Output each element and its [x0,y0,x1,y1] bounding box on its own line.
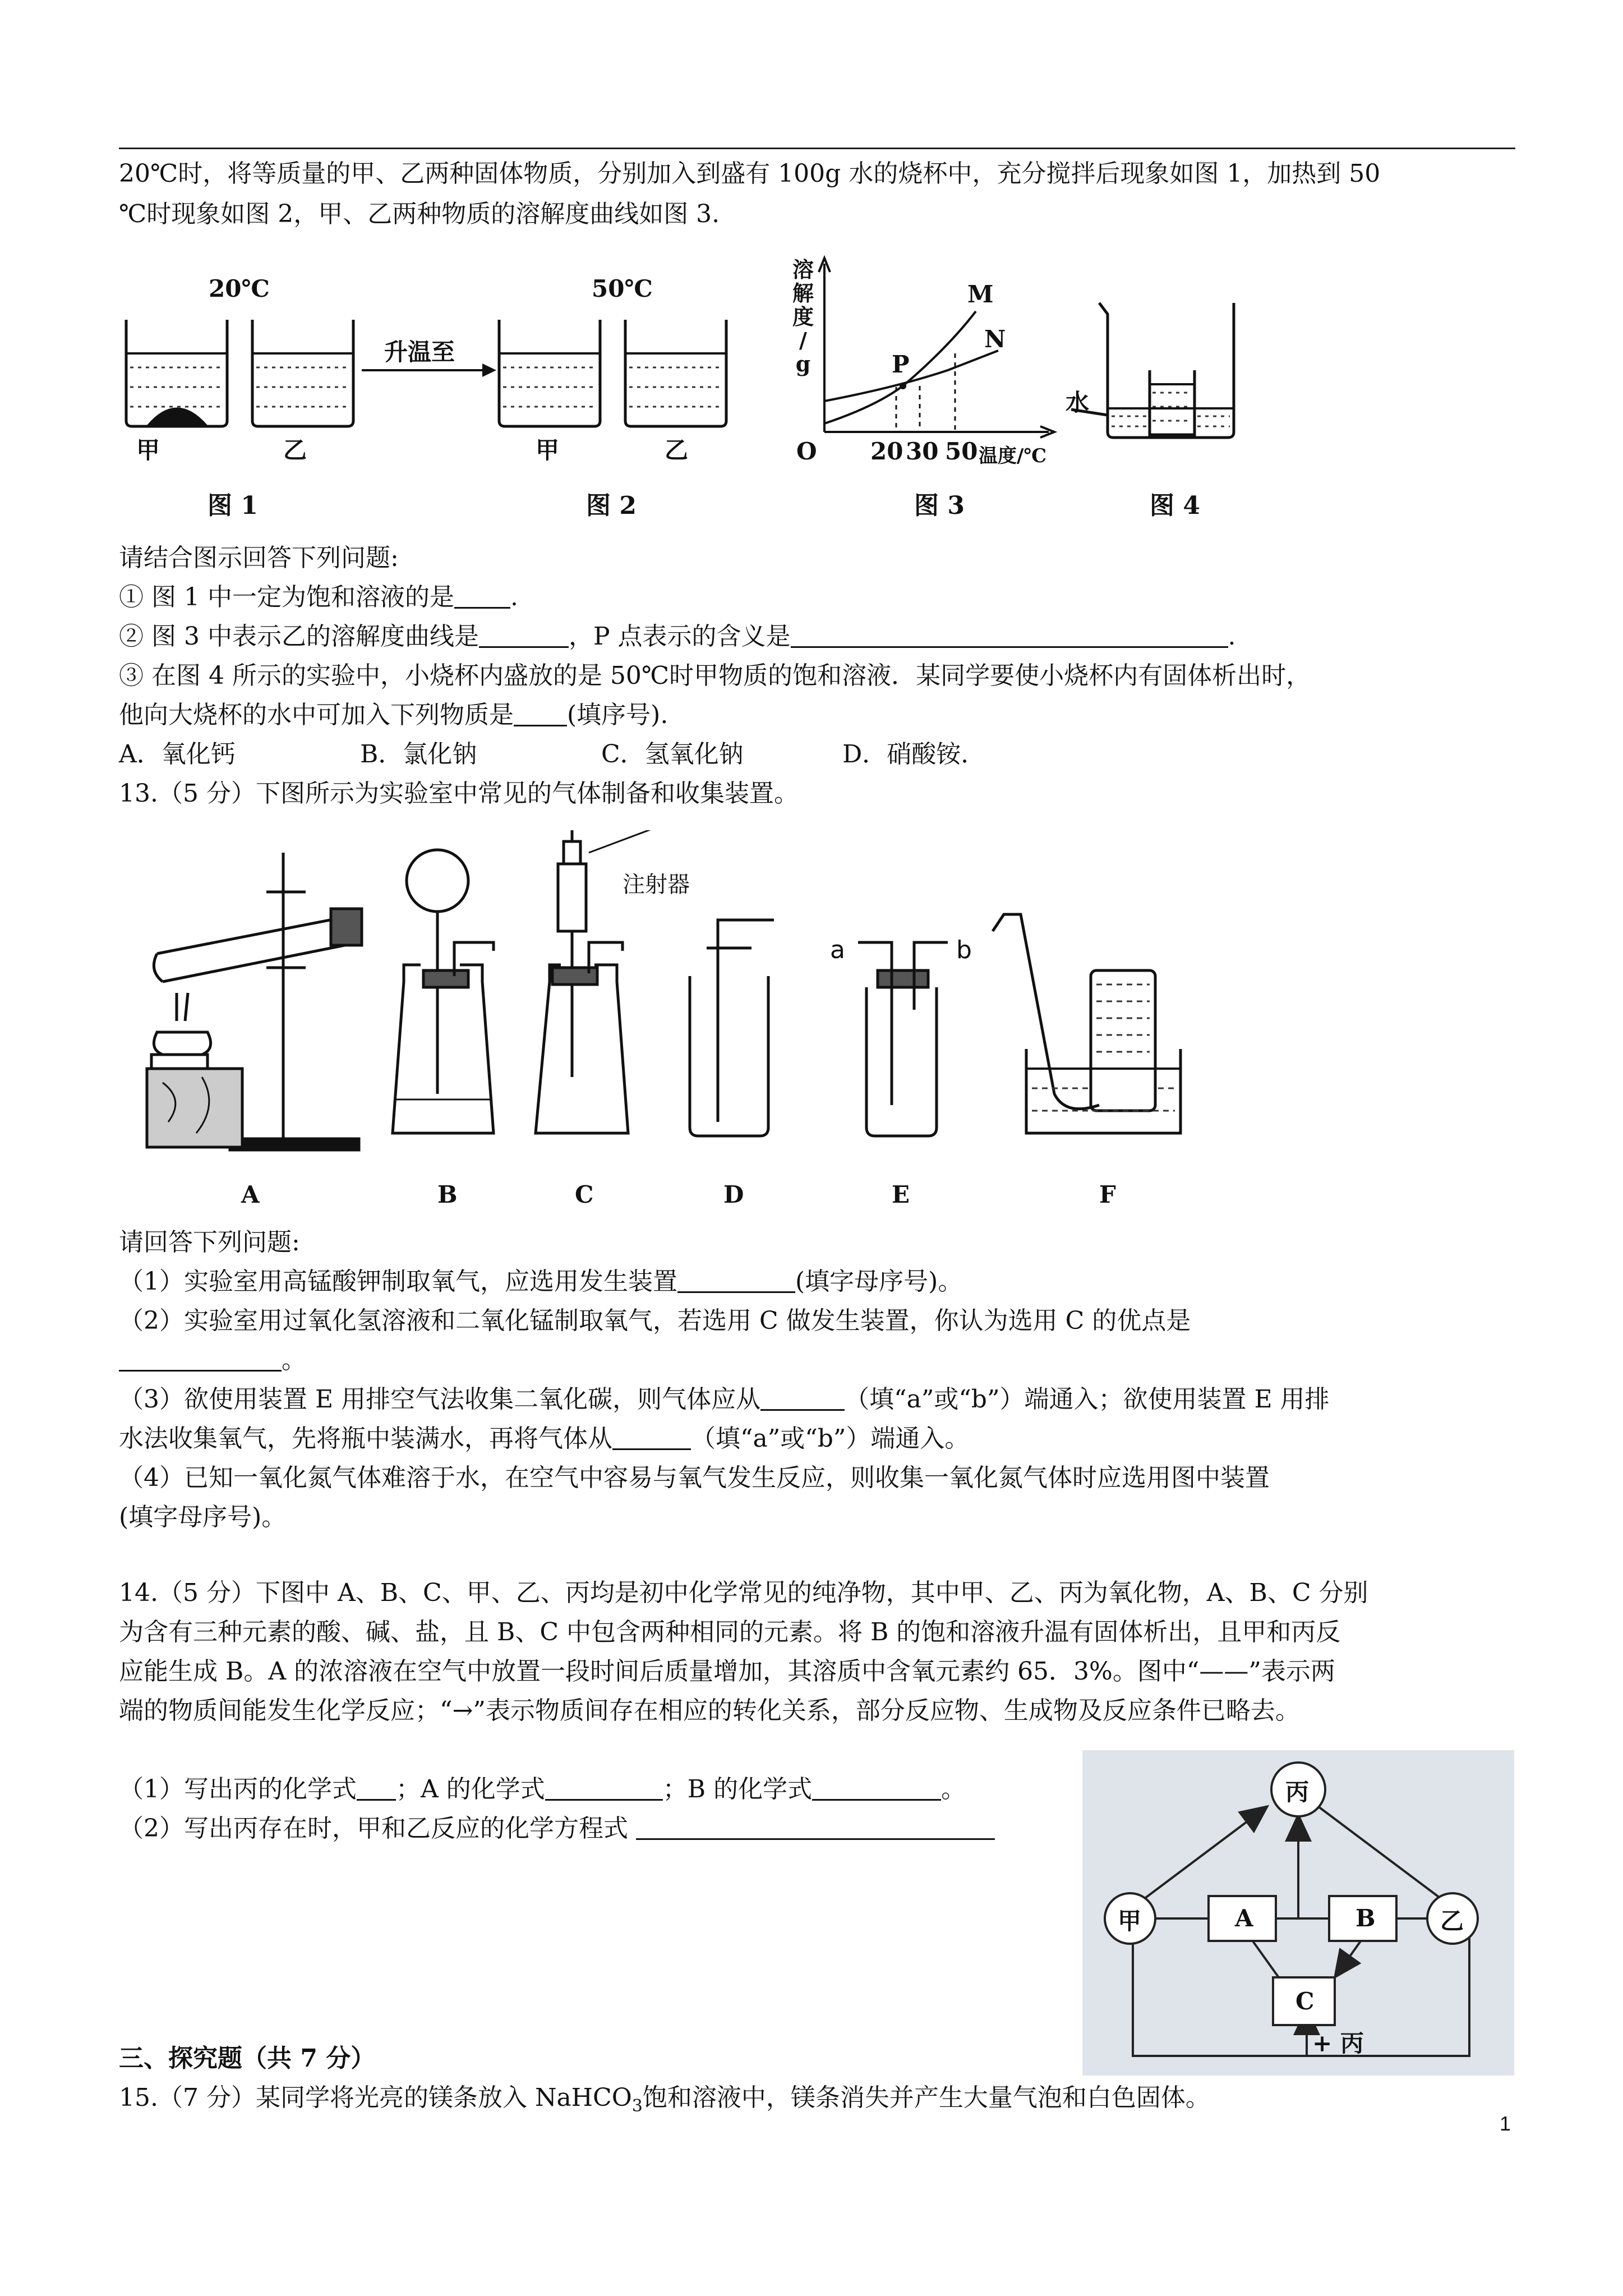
fig1-label-jia: 甲 [136,436,160,464]
q13-title: 13.（5 分）下图所示为实验室中常见的气体制备和收集装置。 [119,779,799,808]
answer-blank[interactable] [791,622,1228,648]
apparatus-figure [0,830,1623,1178]
option-c: C．氢氧化钠 [601,740,744,769]
answer-blank[interactable] [677,1267,795,1293]
q12-s1-text: ① 图 1 中一定为饱和溶液的是 [119,583,454,611]
apparatus-label-d: D [723,1181,744,1208]
q14-q1-text-b: ；A 的化学式 [396,1775,545,1803]
q12-options [119,738,1521,771]
apparatus-label-a: A [241,1181,260,1208]
q12-s2-text-b: ，P 点表示的含义是 [568,622,791,651]
fig1-caption: 图 1 [208,491,258,520]
curve-n [824,351,998,401]
q12-s1-end: . [510,583,518,611]
q12-s2-text: ② 图 3 中表示乙的溶解度曲线是 [119,622,479,651]
q15-text-b: 饱和溶液中，镁条消失并产生大量气泡和白色固体。 [642,2083,1210,2112]
q14-diagram [1082,1750,1514,2076]
q13-part2b [119,1343,1521,1377]
q13-part1 [119,1265,1521,1299]
fig4-water-label: 水 [1066,389,1090,416]
q12-s2 [119,620,1521,654]
fig3-ylabel [791,258,815,376]
answer-blank[interactable] [479,622,569,648]
fig3-tick-50: 50 [945,438,978,465]
q15-text [119,2081,1521,2123]
ylabel-char: g [795,351,811,376]
intro-line-2: ℃时现象如图 2，甲、乙两种物质的溶解度曲线如图 3. [119,200,720,228]
port-b-label: b [956,936,972,964]
q12-s3b [119,698,1521,732]
fig3-point-p: P [892,351,910,378]
ylabel-char: 溶 [792,257,814,282]
fig2-caption: 图 2 [586,491,637,520]
node-bing: 丙 [1285,1778,1310,1806]
fig3-tick-20: 20 [870,438,903,465]
q12-s2-end: . [1228,622,1236,651]
fig2-label-yi: 乙 [665,436,689,464]
fig3-curve-m-label: M [967,280,994,308]
answer-blank[interactable] [612,1424,691,1450]
q13-part2a: （2）实验室用过氧化氢溶液和二氧化锰制取氧气，若选用 C 做发生装置，你认为选用 C 的优点是 [119,1306,1191,1335]
answer-blank[interactable] [545,1774,663,1801]
answer-blank[interactable] [812,1774,941,1801]
answer-blank[interactable] [119,1345,282,1372]
q12-s3b-end: (填序号). [567,701,668,729]
section-3-title: 三、探究题（共 7 分） [119,2044,376,2073]
apparatus-label-c: C [575,1181,594,1208]
fig1-temp: 20℃ [209,275,270,302]
fig2-label-jia: 甲 [536,436,560,464]
q14-q2-text: （2）写出丙存在时，甲和乙反应的化学方程式 [119,1814,628,1843]
option-a: A．氧化钙 [119,740,236,769]
q13-p1-end: (填字母序号)。 [795,1267,963,1296]
q13-p2-end: 。 [282,1346,306,1374]
plus-bing-label: + 丙 [1312,2030,1364,2057]
node-a: A [1235,1904,1253,1932]
q13-part4b: (填字母序号)。 [119,1503,287,1531]
q13-p3-text-b: （填“a”或“b”）端通入；欲使用装置 E 用排 [845,1385,1330,1414]
arrow-label: 升温至 [384,338,455,366]
undissolved-solid [147,408,208,426]
q12-s1 [119,581,1521,614]
q14-q1-text: （1）写出丙的化学式 [119,1775,357,1803]
q13-prompt: 请回答下列问题: [119,1228,300,1257]
intro-line-1: 20℃时，将等质量的甲、乙两种固体物质，分别加入到盛有 100g 水的烧杯中，充分搅拌后现象如图 1，加热到 50 [119,159,1381,188]
option-b: B．氯化钠 [360,740,477,769]
answer-blank[interactable] [514,700,567,726]
q12-prompt: 请结合图示回答下列问题: [119,544,399,572]
q13-p3-text: （3）欲使用装置 E 用排空气法收集二氧化碳，则气体应从 [119,1385,761,1414]
fig3-tick-30: 30 [906,438,939,465]
fig3-origin: O [796,438,817,465]
q14-part1 [119,1773,1072,1806]
q13-part4a: （4）已知一氧化氮气体难溶于水，在空气中容易与氧气发生反应，则收集一氧化氮气体时应选用图中装置 [119,1464,1270,1492]
q14-part2 [119,1812,1072,1846]
fig2-temp: 50℃ [592,275,653,302]
q14-line-3: 应能生成 B。A 的浓溶液在空气中放置一段时间后质量增加，其溶质中含氧元素约 65．3%。图中“——”表示两 [119,1657,1335,1686]
ylabel-char: 解 [792,280,814,306]
q13-p1-text: （1）实验室用高锰酸钾制取氧气，应选用发生装置 [119,1267,677,1296]
port-a-label: a [830,936,845,964]
answer-blank[interactable] [636,1814,995,1840]
ylabel-char: / [799,328,807,353]
apparatus-label-f: F [1099,1181,1116,1208]
q14-q1-text-c: ；B 的化学式 [662,1775,813,1803]
q14-line-1: 14.（5 分）下图中 A、B、C、甲、乙、丙均是初中化学常见的纯净物，其中甲、乙、丙为氧化物，A、B、C 分别 [119,1579,1368,1607]
fig1-label-yi: 乙 [283,436,307,464]
q15-text-a: 15.（7 分）某同学将光亮的镁条放入 NaHCO [119,2083,632,2112]
fig4-caption: 图 4 [1150,491,1200,520]
q13-p3-text-c: 水法收集氧气，先将瓶中装满水，再将气体从 [119,1424,612,1453]
option-d: D．硝酸铵． [842,740,986,769]
q14-q1-end: 。 [941,1775,966,1803]
ylabel-char: 度 [792,304,814,329]
node-jia: 甲 [1118,1907,1142,1935]
q14-line-2: 为含有三种元素的酸、碱、盐，且 B、C 中包含两种相同的元素。将 B 的饱和溶液升温有固体析出，且甲和丙反 [119,1618,1341,1646]
node-c: C [1295,1987,1315,2015]
q12-s3b-text: 他向大烧杯的水中可加入下列物质是 [119,701,514,729]
q12-s3a: ③ 在图 4 所示的实验中，小烧杯内盛放的是 50℃时甲物质的饱和溶液．某同学要使小烧杯内有固体析出时， [119,661,1311,690]
node-yi: 乙 [1440,1907,1464,1935]
fig3-curve-n-label: N [984,325,1006,353]
q15-subscript: 3 [631,2096,643,2116]
apparatus-label-e: E [892,1181,910,1208]
fig3-xlabel: 温度/℃ [979,445,1047,467]
answer-blank[interactable] [454,582,510,609]
q13-part3b [119,1422,1521,1456]
node-b: B [1355,1904,1376,1932]
answer-blank[interactable] [357,1774,396,1801]
page-number: 1 [1499,2112,1511,2135]
apparatus-label-b: B [437,1181,458,1208]
q13-part3a [119,1383,1521,1416]
q13-p3-text-d: （填“a”或“b”）端通入。 [691,1424,970,1453]
syringe-label: 注射器 [623,872,690,898]
answer-blank[interactable] [760,1384,845,1411]
fig3-caption: 图 3 [914,491,965,520]
q14-line-4: 端的物质间能发生化学反应；“→”表示物质间存在相应的转化关系，部分反应物、生成物及反应条件已略去。 [119,1696,1300,1725]
